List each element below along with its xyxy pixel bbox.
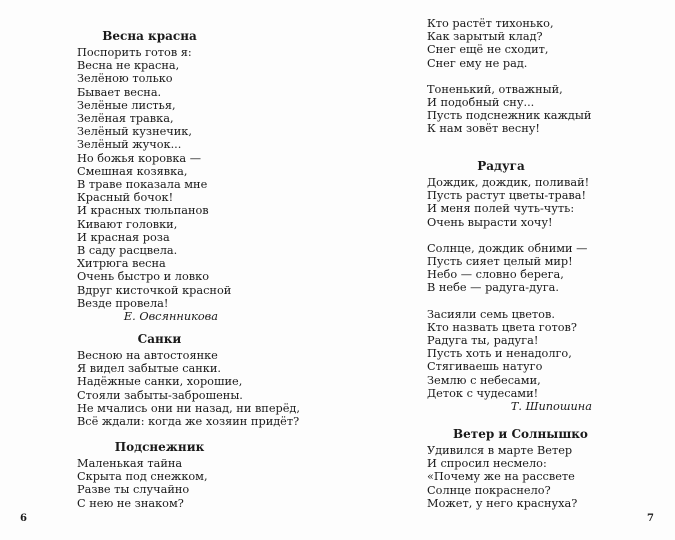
poem-line: Дождик, дождик, поливай! xyxy=(427,176,590,189)
poem-line: Вдруг кисточкой красной xyxy=(77,283,232,297)
poem-line: Удивился в марте Ветер xyxy=(427,444,573,457)
page-number: 6 xyxy=(20,513,27,524)
poem-line: Но божья коровка — xyxy=(77,151,202,165)
poem-line: Смешная козявка, xyxy=(77,164,188,178)
poem-lines xyxy=(77,457,242,510)
poem-line: И подобный сну... xyxy=(427,96,535,110)
poem-line: Маленькая тайна xyxy=(77,457,183,470)
poem-line: Везде провела! xyxy=(77,296,169,310)
poem-line: В небе — радуга-дуга. xyxy=(427,281,559,295)
poem-veter-i-solnyshko xyxy=(427,427,617,510)
poem-line: Тоненький, отважный, xyxy=(427,82,563,96)
poem-line: Очень вырасти хочу! xyxy=(427,215,553,229)
poem-line: Зелёные листья, xyxy=(77,98,176,112)
poem-author: Т. Шипошина xyxy=(510,400,592,414)
poem-line: Деток с чудесами! xyxy=(427,386,539,400)
poem-line: Стояли забыты-заброшены. xyxy=(77,388,243,402)
poem-line: Кто назвать цвета готов? xyxy=(427,320,577,334)
poem-podsnezhnik xyxy=(77,440,242,510)
poem-lines xyxy=(427,444,617,510)
poem-line: Снег ещё не сходит, xyxy=(427,43,549,57)
poem-line: Пусть сияет целый мир! xyxy=(427,255,573,269)
poem-line: И спросил несмело: xyxy=(427,457,547,471)
poem-line: Хитрюга весна xyxy=(77,257,166,271)
poem-line: Надёжные санки, хорошие, xyxy=(77,375,243,389)
poem-line: И красных тюльпанов xyxy=(77,204,209,218)
poem-continuation xyxy=(427,17,617,136)
poem-line: Пусть хоть и ненадолго, xyxy=(427,347,572,361)
poem-title: Санки xyxy=(137,332,182,346)
poem-title: Радуга xyxy=(477,159,525,173)
poem-line: С нею не знаком? xyxy=(77,496,184,510)
poem-line: И меня полей чуть-чуть: xyxy=(427,202,575,216)
poem-line: Я видел забытые санки. xyxy=(77,362,221,376)
poem-line: Землю с небесами, xyxy=(427,373,541,387)
poem-line: Радуга ты, радуга! xyxy=(427,334,539,348)
stanza xyxy=(427,17,617,70)
poem-author: Е. Овсянникова xyxy=(123,310,218,324)
poem-lines xyxy=(77,46,232,310)
poem-line: Небо — словно берега, xyxy=(427,268,564,282)
poem-line: Разве ты случайно xyxy=(77,483,190,497)
right-page xyxy=(338,0,675,540)
poem-line: К нам зовёт весну! xyxy=(427,122,540,136)
poem-line: Красный бочок! xyxy=(77,191,174,205)
poem-line: Зелёною только xyxy=(77,72,173,86)
stanza xyxy=(427,242,592,295)
poem-lines xyxy=(77,349,300,429)
poem-line: Солнце, дождик обними — xyxy=(427,241,588,255)
poem-line: Засияли семь цветов. xyxy=(427,307,555,321)
stanza xyxy=(427,176,592,229)
poem-line: Зелёный кузнечик, xyxy=(77,125,192,139)
poem-raduga xyxy=(427,159,592,413)
poem-line: Бывает весна. xyxy=(77,85,162,99)
poem-line: В траве показала мне xyxy=(77,178,208,192)
poem-line: Весна не красна, xyxy=(77,59,180,73)
poem-vesna-krasna xyxy=(77,29,232,324)
poem-line: Поспорить готов я: xyxy=(77,46,192,59)
poem-line: «Почему же на рассвете xyxy=(427,470,575,484)
poem-line: Не мчались они ни назад, ни вперёд, xyxy=(77,401,300,415)
poem-line: Очень быстро и ловко xyxy=(77,270,209,284)
poem-title: Весна красна xyxy=(102,29,197,43)
poem-sanki xyxy=(77,332,300,429)
poem-line: Снег ему не рад. xyxy=(427,56,528,70)
poem-line: Всё ждали: когда же хозяин придёт? xyxy=(77,415,300,429)
poem-title: Ветер и Солнышко xyxy=(453,427,588,441)
poem-line: Кто растёт тихонько, xyxy=(427,17,554,30)
poem-line: Солнце покраснело? xyxy=(427,483,551,497)
poem-line: В саду расцвела. xyxy=(77,244,178,258)
poem-title: Подснежник xyxy=(114,440,205,454)
stanza xyxy=(427,308,592,400)
poem-line: Весною на автостоянке xyxy=(77,349,218,362)
poem-line: Кивают головки, xyxy=(77,217,178,231)
stanza xyxy=(427,83,617,136)
poem-line: Пусть растут цветы-трава! xyxy=(427,189,587,203)
left-page xyxy=(0,0,337,540)
poem-line: Скрыта под снежком, xyxy=(77,470,208,484)
poem-line: Зелёный жучок... xyxy=(77,138,182,152)
page-number: 7 xyxy=(647,513,654,524)
poem-line: И красная роза xyxy=(77,230,170,244)
poem-line: Зелёная травка, xyxy=(77,112,174,126)
poem-line: Может, у него краснуха? xyxy=(427,496,578,510)
poem-line: Стягиваешь натуго xyxy=(427,360,543,374)
poem-line: Как зарытый клад? xyxy=(427,30,543,44)
poem-line: Пусть подснежник каждый xyxy=(427,109,592,123)
